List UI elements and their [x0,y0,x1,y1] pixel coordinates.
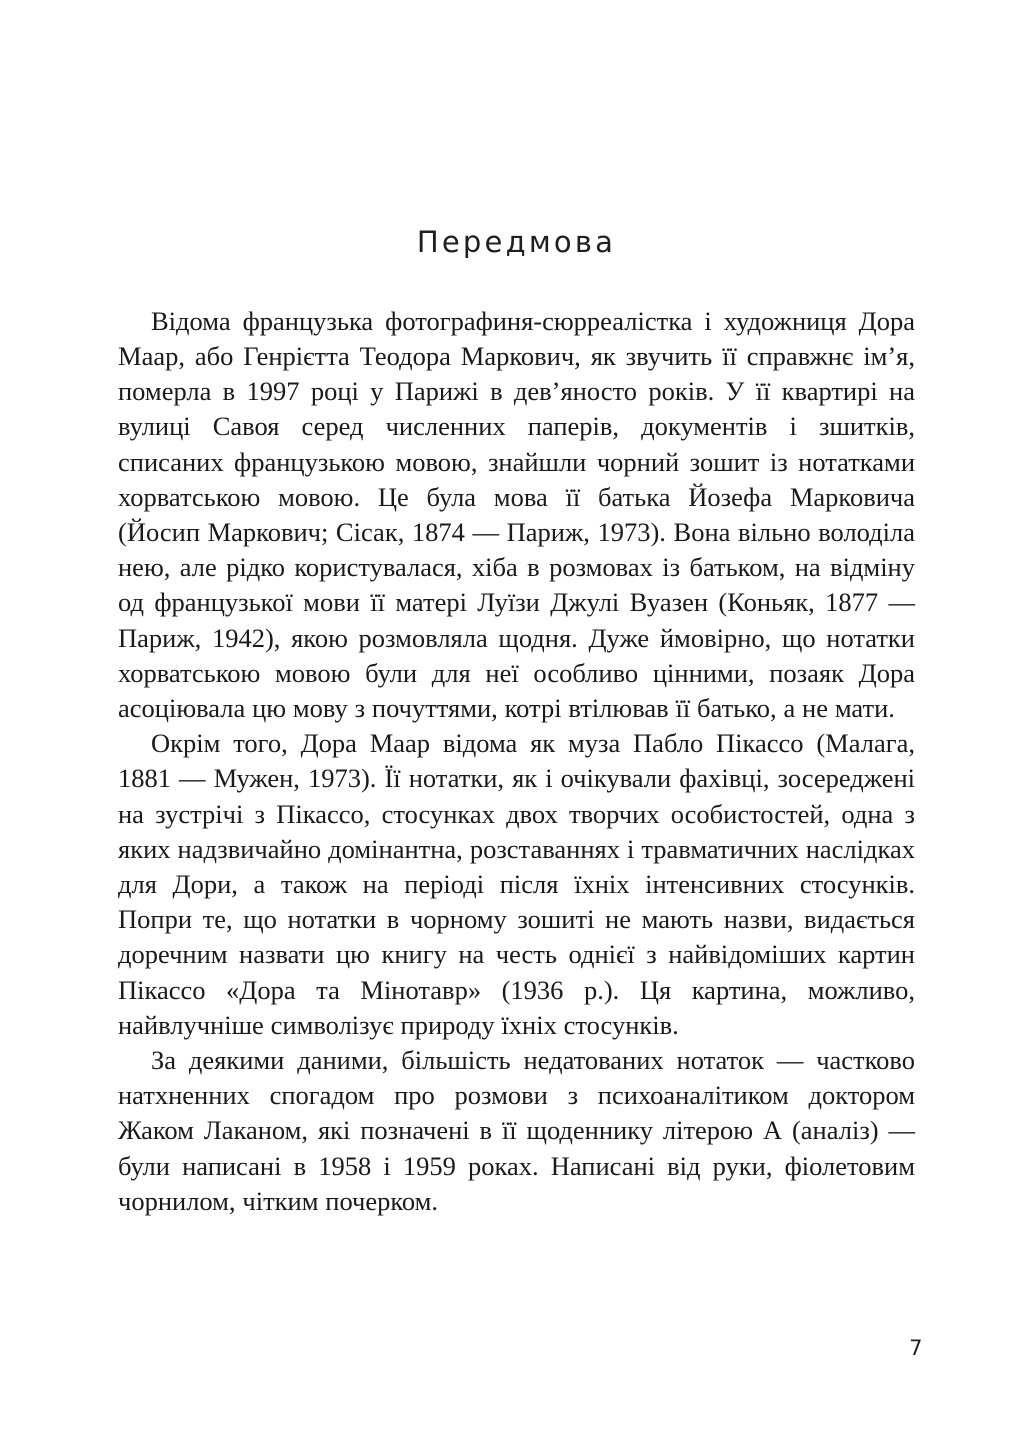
body-paragraph: За деякими даними, більшість недатованих нотаток — частково натхненних спогадом про розмови з психоаналітиком доктором Жаком Лаканом, які позначені в її щоденнику літерою А (аналіз) — були написані в 1958 і 1959 роках. Написані від руки, фіолетовим чорнилом, чітким почерком. [118,1045,915,1216]
body-paragraph: Відома французька фотографиня-сюрреалістка і художниця Дора Маар, або Генрієтта Теодора Маркович, як звучить її справжнє ім’я, померла в 1997 році у Парижі в дев’яносто років. У її квартирі на вулиці Савоя серед численних паперів, документів і зшитків, списаних французькою мовою, знайшли чорний зошит із нотатками хорватською мовою. Це була мова її батька Йозефа Марковича (Йосип Маркович; Сісак, 1874 — Париж, 1973). Вона вільно володіла нею, але рідко користувалася, хіба в розмовах із батьком, на відміну од французької мови її матері Луїзи Джулі Вуазен (Коньяк, 1877 — Париж, 1942), якою розмовляла щодня. Дуже ймовірно, що нотатки хорватською мовою були для неї особливо цінними, позаяк Дора асоціювала цю мову з почуттями, котрі втілював її батько, а не мати. [118,305,915,724]
page-number: 7 [909,1336,923,1360]
page-title: Передмова [416,225,617,259]
body-paragraph: Окрім того, Дора Маар відома як муза Пабло Пікассо (Малага, 1881 — Мужен, 1973). Її нотатки, як і очікували фахівці, зосереджені на зустрічі з Пікассо, стосунках двох творчих особистостей, одна з яких надзвичайно домінантна, розставаннях і травматичних наслідках для Дори, а також на періоді після їхніх інтенсивних стосунків. Попри те, що нотатки в чорному зошиті не мають назви, видається доречним назвати цю книгу на честь однієї з найвідоміших картин Пікассо «Дора та Мінотавр» (1936 р.). Ця картина, можливо, найвлучніше символізує природу їхніх стосунків. [118,728,915,1040]
page-content [118,225,915,1219]
